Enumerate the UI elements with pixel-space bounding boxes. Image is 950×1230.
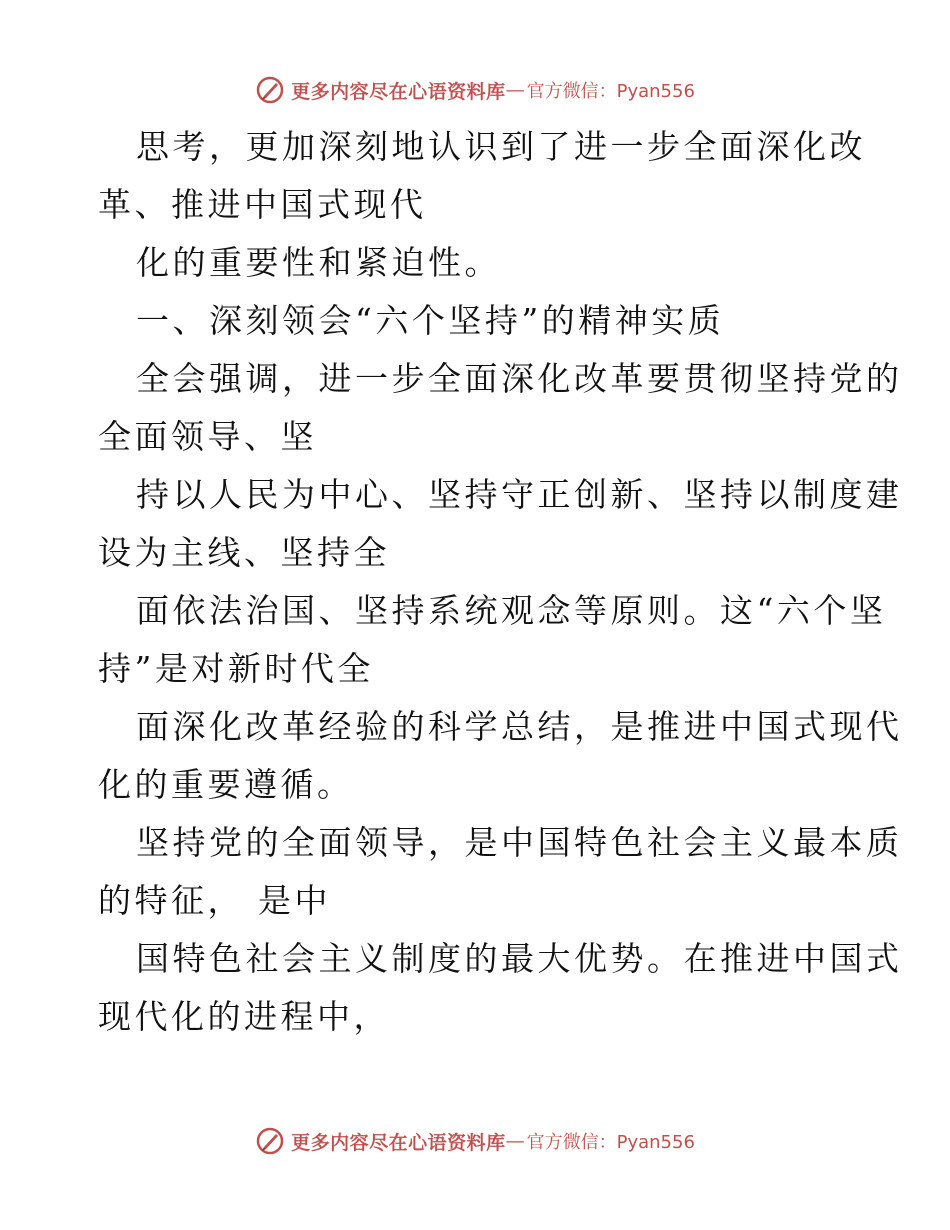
footer-banner-separator: — bbox=[505, 1130, 525, 1152]
body-line: 化的重要性和紧迫性。 bbox=[136, 243, 501, 282]
body-line: 的特征， 是中 bbox=[98, 881, 331, 920]
body-line: 持”是对新时代全 bbox=[98, 649, 374, 688]
header-banner-text: 更多内容尽在心语资料库 bbox=[291, 80, 506, 103]
body-line: 坚持党的全面领导，是中国特色社会主义最本质 bbox=[136, 823, 903, 862]
header-banner bbox=[0, 70, 950, 110]
pen-logo-icon bbox=[255, 75, 285, 105]
header-wechat-text: 官方微信：Pyan556 bbox=[526, 81, 695, 102]
body-line: 面依法治国、坚持系统观念等原则。这“六个坚 bbox=[136, 591, 887, 630]
body-line: 思考，更加深刻地认识到了进一步全面深化改 bbox=[136, 127, 866, 166]
body-line: 全会强调，进一步全面深化改革要贯彻坚持党的 bbox=[136, 359, 903, 398]
pen-logo-icon bbox=[255, 1126, 285, 1156]
footer-wechat-text: 官方微信：Pyan556 bbox=[526, 1132, 695, 1153]
footer-banner bbox=[0, 1121, 950, 1161]
body-line: 全面领导、坚 bbox=[98, 417, 317, 456]
footer-banner-text: 更多内容尽在心语资料库 bbox=[291, 1131, 506, 1154]
header-banner-separator: — bbox=[505, 79, 525, 101]
body-line: 设为主线、坚持全 bbox=[98, 533, 390, 572]
body-line: 革、推进中国式现代 bbox=[98, 185, 427, 224]
section-heading: 一、深刻领会“六个坚持”的精神实质 bbox=[136, 301, 725, 340]
body-line: 持以人民为中心、坚持守正创新、坚持以制度建 bbox=[136, 475, 903, 514]
body-line: 国特色社会主义制度的最大优势。在推进中国式 bbox=[136, 939, 903, 978]
body-line: 现代化的进程中， bbox=[98, 997, 390, 1036]
body-line: 化的重要遵循。 bbox=[98, 765, 354, 804]
body-line: 面深化改革经验的科学总结，是推进中国式现代 bbox=[136, 707, 903, 746]
